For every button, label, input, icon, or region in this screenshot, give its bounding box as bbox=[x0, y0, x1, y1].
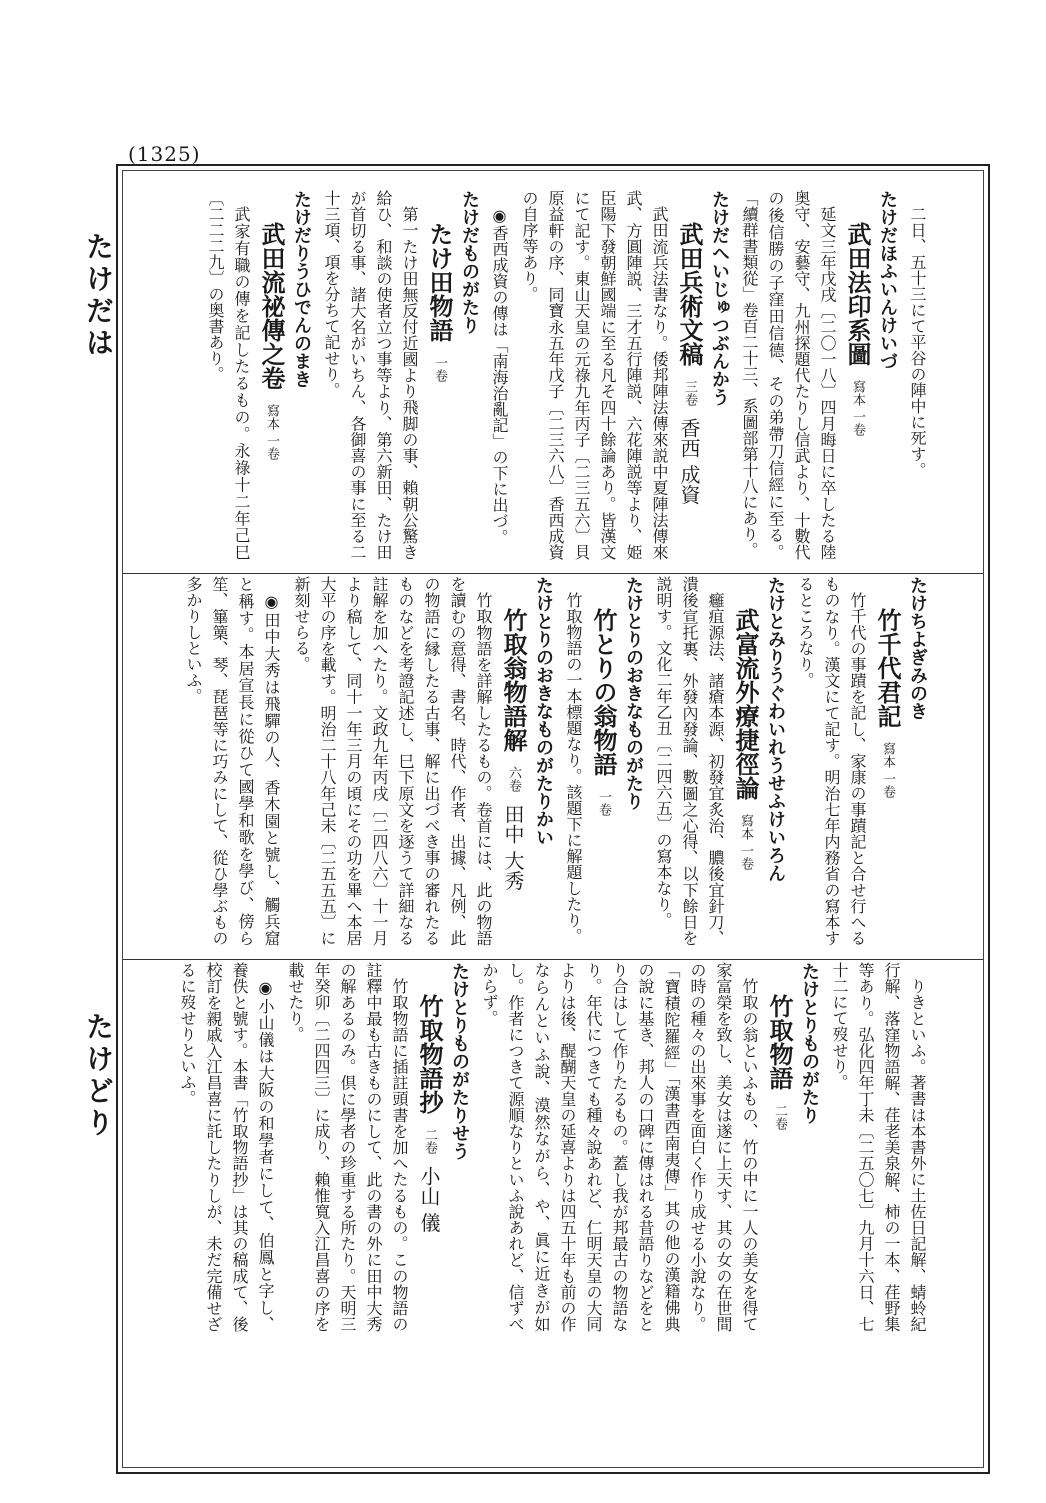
entry-body: 竹取物語を詳解したるもの。卷首には、此の物語を讀むの意得、書名、時代、作者、出據、凡例、此の物語に縁したる古事、解に出づべき事の審れたるものなどを考證記述し、巳下原文を逐うて詳細なる註解を加へたり。文政九年丙戌〔二四八六〕十一月より稿して、同十一年三月の頃にその功を畢へ本居大平の序を載す。明治二十八年己未〔二五五五〕に新刻せらる。 bbox=[292, 576, 493, 946]
entry-heading: たけだほふいんけいづ bbox=[877, 190, 898, 370]
side-label-bottom: たけどり bbox=[82, 1012, 115, 1140]
entry-heading: たけとみりうぐわいれうせふけいろん bbox=[765, 576, 786, 882]
section-divider bbox=[123, 959, 983, 960]
entry-title-line bbox=[590, 576, 616, 946]
entry-title: 竹千代君記 bbox=[873, 608, 902, 728]
entry-title-line bbox=[258, 190, 284, 560]
entry-volume: 三卷 bbox=[682, 380, 697, 406]
entry-body: 竹取物語の一本標題なり。該題下に解題したり。 bbox=[564, 592, 583, 944]
entry-author: 田中 大秀 bbox=[501, 804, 525, 891]
entry-title-line bbox=[500, 576, 526, 946]
entry-heading: たけちよぎみのき bbox=[907, 576, 928, 720]
entry-title: 武富流外療捷徑論 bbox=[731, 608, 760, 800]
page-number: (1325) bbox=[128, 142, 201, 166]
entry-body: ◉小山儀は大阪の和學者にして、伯鳳と字し、養佚と號す。本書「竹取物語抄」は其の稿成て、後校訂を親戚入江昌喜に託したりしが、未だ完備せざるに歿せりといふ。 bbox=[178, 962, 275, 1332]
entry-body: 二日、五十三にて平谷の陣中に死す。 bbox=[908, 206, 927, 478]
entry-title: たけ田物語 bbox=[425, 222, 454, 342]
entry-title-line bbox=[732, 576, 758, 946]
entry-body: 竹取の翁といふもの、竹の中に一人の美女を得て家富榮を致し、美女は遂に上天す、其の女の在世間の時の種々の出來事を面白く作り成せる小說なり。「寶積陀羅經」「漢書西南夷傳」其の他の漢籍佛典の說に基き、邦人の口碑に傳はれる昔語りなどをとり合はして作りたるもの。蓋し我が邦最古の物語なり。年代につきても種々說あれど、仁明天皇の大同よりは後、醍醐天皇の延喜よりは四五十年も前の作ならんといふ說、漠然ながら、や、眞に近きが如し。作者につきて源順なりといふ說あれど、信ずべからず。 bbox=[480, 962, 759, 1332]
entry-body: 武田流兵法書なり。倭邦陣法傳來説中夏陣法傳來武、方圓陣説、三才五行陣説、六花陣説等より、姫臣陽下發朝鮮國端に至る凡そ四十餘論あり。皆漢文にて記す。東山天皇の元祿九年丙子〔二三五六〕貝原益軒の序、同寶永五年戊子〔二三六八〕香西成資の自序等あり。 bbox=[520, 190, 669, 560]
entry-author: 香西 成資 bbox=[677, 418, 701, 505]
entry-heading: たけだものがたり bbox=[459, 190, 480, 334]
entry-title: 武田兵術文稿 bbox=[675, 222, 704, 366]
entry-title-line bbox=[426, 190, 452, 560]
entry-title: 竹取物語抄 bbox=[415, 994, 444, 1114]
entry-body: 延文三年戊戌〔二〇一八〕四月晦日に卒したる陸奥守、安藝守、九州探題代たりし信武より、十數代の後信勝の子窪田信德、その弟帶刀信經に至る。「續群書類從」卷百二十三、系圖部第十八にあり。 bbox=[740, 190, 837, 560]
entry-body: りきといふ。著書は本書外に土佐日記解、蜻蛉紀行解、落窪物語解、荏老美泉解、柿の一本、荏野集等あり。弘化四年丁未〔二五〇七〕九月十六日、七十二にて歿せり。 bbox=[830, 962, 927, 1332]
text-block-middle bbox=[130, 576, 930, 946]
entry-author: 小山 儀 bbox=[417, 1166, 441, 1233]
entry-body: 竹千代の事蹟を記し、家康の事蹟記と合せ行へるものなり。漢文にて記す。明治七年内務省の寫本するところなり。 bbox=[796, 576, 867, 946]
entry-volume: 一卷 bbox=[432, 356, 447, 382]
entry-heading: たけだりうひでんのまき bbox=[291, 190, 312, 388]
entry-title-line bbox=[766, 962, 792, 1332]
entry-volume: 寫本 一卷 bbox=[738, 814, 753, 871]
entry-volume: 一卷 bbox=[596, 790, 611, 816]
entry-heading: たけとりものがたり bbox=[799, 962, 820, 1124]
entry-body: 竹取物語に插註頭書を加へたるもの。この物語の註釋中最も古きものにして、此の書の外に田中大秀の解あるのみ。倶に學者の珍重する所たり。天明三年癸卯〔二四四三〕に成り、賴惟寬入江昌喜の序を載せたり。 bbox=[286, 962, 409, 1332]
entry-body: 第一たけ田無反付近國より飛脚の事、賴朝公驚き給ひ、和談の使者立つ事等より、第六新田、たけ田が首切る事、諸大名がいちん、各御喜の事に至る二十三項、項を分ちて記せり。 bbox=[322, 190, 419, 560]
entry-volume: 寫本 一卷 bbox=[264, 404, 279, 461]
entry-volume: 二卷 bbox=[772, 1104, 787, 1130]
entry-title: 武田法印系圖 bbox=[843, 222, 872, 366]
text-block-top bbox=[130, 190, 930, 560]
entry-body: 癰疽源法、諸瘡本源、初發宜炙治、膿後宜針刀、潰後宣托裏、外發內發論、數圖之心得、以下餘日を説明す。文化二年乙丑〔二四六五〕の寫本なり。 bbox=[654, 576, 725, 946]
entry-volume: 二卷 bbox=[422, 1128, 437, 1154]
entry-volume: 寫本 一卷 bbox=[850, 380, 865, 437]
entry-body: ◉田中大秀は飛驒の人、香木園と號し、觸兵窟と稱す。本居宣長に從ひて國學和歌を學び、傍ら笙、篳篥、琴、琵琶等に巧みにして、從ひ學ぶもの多かりしといふ。 bbox=[184, 576, 281, 946]
entry-title: 竹とりの翁物語 bbox=[589, 608, 618, 776]
entry-title-line bbox=[416, 962, 442, 1332]
entry-heading: たけだへいじゅつぶんかう bbox=[709, 190, 730, 406]
side-label-top: たけだは bbox=[82, 232, 115, 360]
entry-title: 竹取物語 bbox=[765, 994, 794, 1090]
entry-body: ◉香西成資の傳は「南海治亂記」の下に出づ。 bbox=[490, 206, 509, 545]
entry-heading: たけとりものがたりせう bbox=[449, 962, 470, 1160]
text-block-bottom bbox=[130, 962, 930, 1332]
entry-volume: 寫本 一卷 bbox=[880, 742, 895, 799]
section-divider bbox=[123, 573, 983, 574]
entry-body: 武家有職の傳を記したるもの。永祿十二年己巳〔二二二九〕の奥書あり。 bbox=[206, 190, 251, 560]
entry-title-line bbox=[676, 190, 702, 560]
entry-title-line bbox=[874, 576, 900, 946]
entry-title: 竹取翁物語解 bbox=[499, 608, 528, 752]
entry-heading: たけとりのおきなものがたり bbox=[623, 576, 644, 810]
entry-heading: たけとりのおきなものがたりかい bbox=[533, 576, 554, 846]
entry-title-line bbox=[844, 190, 870, 560]
entry-title: 武田流祕傳之卷 bbox=[257, 222, 286, 390]
entry-volume: 六卷 bbox=[506, 766, 521, 792]
